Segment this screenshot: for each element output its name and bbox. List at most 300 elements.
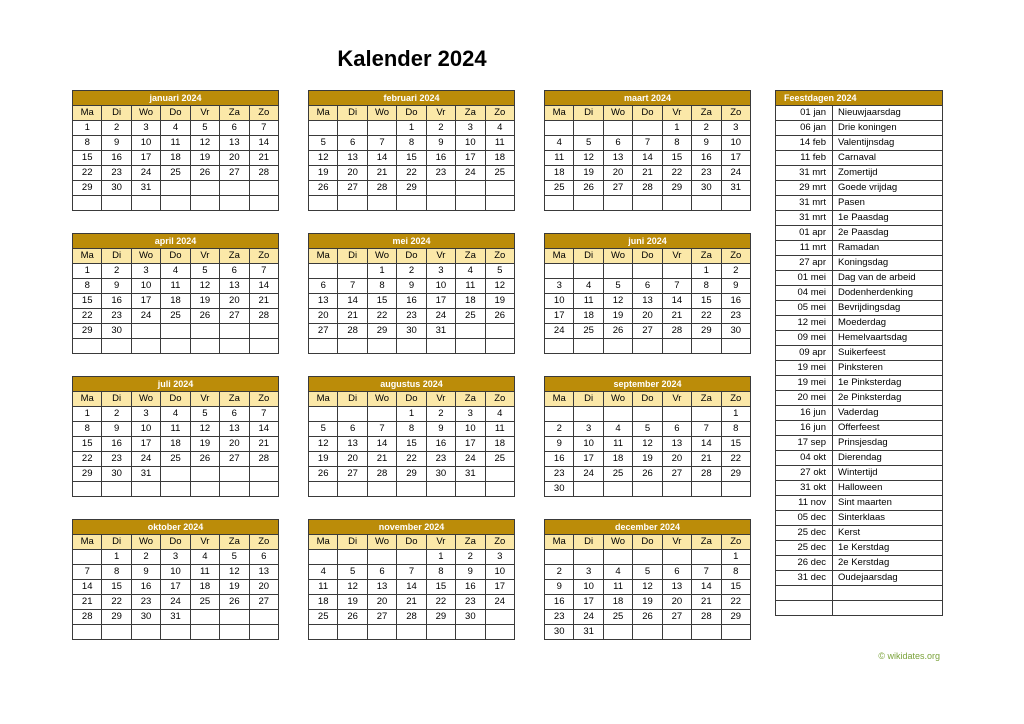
day-cell: 27 — [603, 181, 632, 196]
week-row — [309, 437, 515, 452]
month-title: november 2024 — [309, 520, 515, 535]
holiday-row — [776, 121, 943, 136]
day-cell: 13 — [220, 422, 249, 437]
week-row — [309, 452, 515, 467]
day-cell: 2 — [692, 121, 721, 136]
day-cell: 3 — [574, 565, 603, 580]
day-cell — [102, 196, 131, 211]
holiday-row — [776, 361, 943, 376]
day-cell: 7 — [367, 136, 396, 151]
weekday-header: Di — [338, 535, 367, 550]
holiday-date: 06 jan — [776, 121, 833, 136]
holiday-date: 14 feb — [776, 136, 833, 151]
day-cell: 16 — [721, 294, 750, 309]
day-cell — [102, 339, 131, 354]
day-cell — [161, 196, 190, 211]
holiday-name: 1e Kerstdag — [833, 541, 943, 556]
holiday-date: 04 okt — [776, 451, 833, 466]
day-cell: 27 — [367, 610, 396, 625]
day-cell: 22 — [426, 595, 455, 610]
day-cell: 18 — [190, 580, 219, 595]
day-cell — [721, 196, 750, 211]
day-cell: 3 — [131, 121, 160, 136]
day-cell — [603, 121, 632, 136]
month-table — [308, 519, 515, 640]
weekday-header: Wo — [367, 249, 396, 264]
day-cell — [603, 625, 632, 640]
week-row — [309, 482, 515, 497]
day-cell — [603, 196, 632, 211]
day-cell — [545, 196, 574, 211]
month-table — [544, 519, 751, 640]
day-cell: 26 — [190, 309, 219, 324]
month-table — [72, 376, 279, 497]
day-cell: 7 — [73, 565, 102, 580]
page-title: Kalender 2024 — [337, 46, 487, 71]
day-cell: 10 — [721, 136, 750, 151]
day-cell — [190, 196, 219, 211]
day-cell: 13 — [633, 294, 662, 309]
week-row — [545, 437, 751, 452]
day-cell: 28 — [692, 467, 721, 482]
day-cell — [309, 482, 338, 497]
day-cell: 18 — [603, 452, 632, 467]
day-cell: 25 — [603, 467, 632, 482]
day-cell: 4 — [309, 565, 338, 580]
holiday-name: Ramadan — [833, 241, 943, 256]
day-cell: 23 — [397, 309, 426, 324]
day-cell: 14 — [338, 294, 367, 309]
holiday-row — [776, 406, 943, 421]
day-cell — [545, 550, 574, 565]
day-cell — [426, 339, 455, 354]
day-cell: 19 — [633, 452, 662, 467]
day-cell: 31 — [161, 610, 190, 625]
month-table — [72, 90, 279, 211]
day-cell: 12 — [309, 151, 338, 166]
weekday-header: Do — [397, 392, 426, 407]
holiday-date: 05 mei — [776, 301, 833, 316]
month-calendar — [544, 233, 751, 354]
day-cell — [338, 625, 367, 640]
week-row — [545, 121, 751, 136]
day-cell: 25 — [603, 610, 632, 625]
day-cell: 21 — [338, 309, 367, 324]
day-cell: 15 — [692, 294, 721, 309]
copyright-footer[interactable]: © wikidates.org — [878, 651, 940, 661]
day-cell: 8 — [73, 422, 102, 437]
weekday-header: Vr — [190, 535, 219, 550]
day-cell — [309, 121, 338, 136]
day-cell: 2 — [545, 565, 574, 580]
holiday-name: 2e Pinksterdag — [833, 391, 943, 406]
day-cell: 17 — [456, 151, 485, 166]
week-row — [73, 550, 279, 565]
day-cell — [633, 625, 662, 640]
weekday-header: Do — [397, 249, 426, 264]
weekday-header: Ma — [309, 106, 338, 121]
day-cell: 2 — [131, 550, 160, 565]
day-cell — [397, 339, 426, 354]
day-cell: 13 — [367, 580, 396, 595]
day-cell — [662, 625, 691, 640]
day-cell: 23 — [102, 309, 131, 324]
day-cell — [662, 550, 691, 565]
day-cell: 12 — [633, 580, 662, 595]
week-row — [73, 166, 279, 181]
holiday-date: 25 dec — [776, 541, 833, 556]
day-cell — [220, 625, 249, 640]
day-cell: 21 — [249, 151, 278, 166]
day-cell — [131, 324, 160, 339]
week-row — [545, 452, 751, 467]
week-row — [545, 625, 751, 640]
day-cell: 16 — [545, 595, 574, 610]
month-table — [544, 376, 751, 497]
day-cell: 1 — [397, 121, 426, 136]
weekday-header: Do — [397, 535, 426, 550]
day-cell — [367, 121, 396, 136]
day-cell: 21 — [249, 294, 278, 309]
day-cell: 4 — [456, 264, 485, 279]
weekday-header: Do — [633, 392, 662, 407]
day-cell: 29 — [397, 467, 426, 482]
week-row — [73, 422, 279, 437]
weekday-header: Ma — [73, 535, 102, 550]
day-cell: 20 — [309, 309, 338, 324]
week-row — [545, 482, 751, 497]
day-cell: 7 — [249, 407, 278, 422]
holiday-date: 26 dec — [776, 556, 833, 571]
holiday-row — [776, 391, 943, 406]
day-cell: 19 — [190, 151, 219, 166]
day-cell — [249, 181, 278, 196]
day-cell: 26 — [633, 467, 662, 482]
weekday-header: Za — [220, 392, 249, 407]
weekday-header: Wo — [603, 535, 632, 550]
weekday-header: Do — [161, 392, 190, 407]
day-cell: 5 — [220, 550, 249, 565]
weekday-header: Di — [338, 106, 367, 121]
week-row — [309, 279, 515, 294]
day-cell: 28 — [367, 181, 396, 196]
day-cell: 20 — [338, 166, 367, 181]
day-cell: 17 — [456, 437, 485, 452]
day-cell: 4 — [603, 565, 632, 580]
day-cell: 18 — [456, 294, 485, 309]
day-cell: 12 — [190, 422, 219, 437]
day-cell: 4 — [161, 121, 190, 136]
day-cell — [397, 625, 426, 640]
day-cell: 3 — [131, 407, 160, 422]
weekday-header: Vr — [426, 392, 455, 407]
day-cell: 9 — [721, 279, 750, 294]
holiday-row — [776, 226, 943, 241]
weekday-header: Vr — [662, 535, 691, 550]
holiday-row — [776, 151, 943, 166]
day-cell: 11 — [309, 580, 338, 595]
day-cell: 20 — [220, 437, 249, 452]
week-row — [309, 580, 515, 595]
day-cell — [249, 339, 278, 354]
month-calendar — [544, 90, 751, 211]
day-cell: 10 — [574, 437, 603, 452]
day-cell: 11 — [603, 437, 632, 452]
day-cell: 3 — [131, 264, 160, 279]
day-cell — [309, 339, 338, 354]
holiday-name: Drie koningen — [833, 121, 943, 136]
holidays-panel — [775, 90, 942, 616]
day-cell: 24 — [131, 166, 160, 181]
day-cell: 31 — [426, 324, 455, 339]
holiday-row — [776, 196, 943, 211]
day-cell: 10 — [426, 279, 455, 294]
day-cell: 16 — [456, 580, 485, 595]
day-cell: 31 — [574, 625, 603, 640]
day-cell: 31 — [131, 467, 160, 482]
weekday-header: Zo — [249, 106, 278, 121]
day-cell: 28 — [633, 181, 662, 196]
day-cell: 17 — [131, 437, 160, 452]
holiday-name: Suikerfeest — [833, 346, 943, 361]
day-cell: 7 — [662, 279, 691, 294]
day-cell — [161, 625, 190, 640]
day-cell: 8 — [73, 136, 102, 151]
day-cell: 20 — [338, 452, 367, 467]
day-cell: 25 — [456, 309, 485, 324]
day-cell: 9 — [692, 136, 721, 151]
day-cell: 30 — [102, 467, 131, 482]
day-cell: 28 — [338, 324, 367, 339]
day-cell — [574, 121, 603, 136]
day-cell: 9 — [131, 565, 160, 580]
week-row — [73, 452, 279, 467]
day-cell: 16 — [102, 151, 131, 166]
month-title: januari 2024 — [73, 91, 279, 106]
day-cell: 4 — [190, 550, 219, 565]
holiday-name: Valentijnsdag — [833, 136, 943, 151]
day-cell: 3 — [456, 407, 485, 422]
day-cell: 24 — [456, 452, 485, 467]
week-row — [73, 121, 279, 136]
week-row — [309, 467, 515, 482]
day-cell: 9 — [102, 422, 131, 437]
day-cell: 11 — [456, 279, 485, 294]
day-cell — [338, 407, 367, 422]
day-cell: 24 — [131, 309, 160, 324]
month-table — [308, 376, 515, 497]
weekday-header: Do — [161, 535, 190, 550]
day-cell — [633, 339, 662, 354]
weekday-header: Di — [102, 106, 131, 121]
day-cell: 21 — [367, 166, 396, 181]
day-cell: 16 — [426, 437, 455, 452]
day-cell: 2 — [426, 407, 455, 422]
day-cell: 7 — [692, 565, 721, 580]
day-cell: 30 — [545, 625, 574, 640]
day-cell — [574, 482, 603, 497]
day-cell — [161, 181, 190, 196]
weekday-header: Di — [574, 249, 603, 264]
day-cell: 8 — [721, 422, 750, 437]
weekday-header: Do — [633, 106, 662, 121]
holiday-date: 19 mei — [776, 376, 833, 391]
day-cell: 28 — [662, 324, 691, 339]
holiday-date: 12 mei — [776, 316, 833, 331]
weekday-header: Vr — [426, 106, 455, 121]
day-cell: 19 — [190, 437, 219, 452]
day-cell: 5 — [485, 264, 514, 279]
weekday-header: Do — [397, 106, 426, 121]
day-cell: 27 — [338, 467, 367, 482]
day-cell: 31 — [456, 467, 485, 482]
day-cell: 29 — [662, 181, 691, 196]
day-cell: 8 — [721, 565, 750, 580]
day-cell — [662, 196, 691, 211]
day-cell: 8 — [73, 279, 102, 294]
day-cell: 11 — [603, 580, 632, 595]
day-cell: 21 — [367, 452, 396, 467]
day-cell: 1 — [73, 121, 102, 136]
day-cell: 17 — [131, 294, 160, 309]
day-cell: 12 — [633, 437, 662, 452]
day-cell: 9 — [456, 565, 485, 580]
day-cell: 21 — [397, 595, 426, 610]
day-cell: 15 — [73, 294, 102, 309]
day-cell: 6 — [367, 565, 396, 580]
day-cell — [309, 264, 338, 279]
day-cell: 2 — [102, 407, 131, 422]
weekday-header: Ma — [73, 392, 102, 407]
day-cell: 12 — [190, 279, 219, 294]
holiday-row — [776, 466, 943, 481]
day-cell: 5 — [309, 136, 338, 151]
day-cell — [662, 482, 691, 497]
weekday-header: Zo — [721, 249, 750, 264]
holiday-name: Wintertijd — [833, 466, 943, 481]
week-row — [545, 324, 751, 339]
day-cell — [131, 196, 160, 211]
week-row — [309, 339, 515, 354]
week-row — [73, 482, 279, 497]
day-cell: 12 — [603, 294, 632, 309]
day-cell — [161, 324, 190, 339]
month-title: september 2024 — [545, 377, 751, 392]
day-cell: 6 — [309, 279, 338, 294]
holiday-name: Prinsjesdag — [833, 436, 943, 451]
day-cell — [426, 625, 455, 640]
day-cell: 24 — [721, 166, 750, 181]
day-cell: 19 — [633, 595, 662, 610]
day-cell — [662, 264, 691, 279]
day-cell — [633, 121, 662, 136]
day-cell: 17 — [721, 151, 750, 166]
day-cell — [220, 196, 249, 211]
day-cell: 28 — [73, 610, 102, 625]
day-cell: 24 — [485, 595, 514, 610]
day-cell: 29 — [721, 467, 750, 482]
day-cell: 18 — [161, 437, 190, 452]
day-cell — [309, 625, 338, 640]
weekday-header: Vr — [190, 249, 219, 264]
day-cell — [574, 196, 603, 211]
day-cell: 23 — [426, 166, 455, 181]
day-cell — [190, 181, 219, 196]
day-cell: 6 — [338, 136, 367, 151]
holiday-date: 27 okt — [776, 466, 833, 481]
day-cell: 23 — [426, 452, 455, 467]
day-cell: 9 — [545, 580, 574, 595]
day-cell — [426, 181, 455, 196]
day-cell — [190, 482, 219, 497]
day-cell: 14 — [367, 151, 396, 166]
day-cell — [309, 407, 338, 422]
day-cell: 5 — [633, 565, 662, 580]
holiday-name: 1e Paasdag — [833, 211, 943, 226]
week-row — [73, 437, 279, 452]
day-cell: 10 — [485, 565, 514, 580]
day-cell: 3 — [485, 550, 514, 565]
holiday-date: 25 dec — [776, 526, 833, 541]
day-cell: 11 — [161, 422, 190, 437]
day-cell — [545, 121, 574, 136]
day-cell: 25 — [161, 309, 190, 324]
day-cell — [485, 181, 514, 196]
day-cell — [190, 339, 219, 354]
day-cell — [338, 482, 367, 497]
day-cell: 15 — [662, 151, 691, 166]
weekday-header: Ma — [545, 106, 574, 121]
day-cell: 18 — [545, 166, 574, 181]
month-table — [72, 519, 279, 640]
day-cell: 24 — [574, 467, 603, 482]
weekday-header: Vr — [190, 106, 219, 121]
holiday-row — [776, 271, 943, 286]
day-cell: 21 — [662, 309, 691, 324]
day-cell: 30 — [721, 324, 750, 339]
day-cell: 3 — [721, 121, 750, 136]
weekday-header: Vr — [426, 249, 455, 264]
day-cell: 11 — [574, 294, 603, 309]
weekday-header: Wo — [367, 392, 396, 407]
holiday-row — [776, 376, 943, 391]
day-cell: 3 — [574, 422, 603, 437]
day-cell: 9 — [102, 136, 131, 151]
day-cell: 27 — [662, 610, 691, 625]
holiday-date: 31 mrt — [776, 166, 833, 181]
day-cell — [456, 482, 485, 497]
day-cell — [367, 407, 396, 422]
holiday-date: 11 nov — [776, 496, 833, 511]
day-cell: 17 — [485, 580, 514, 595]
month-table — [544, 233, 751, 354]
day-cell: 9 — [397, 279, 426, 294]
week-row — [545, 166, 751, 181]
day-cell: 20 — [367, 595, 396, 610]
week-row — [545, 407, 751, 422]
day-cell: 22 — [397, 452, 426, 467]
day-cell: 17 — [574, 452, 603, 467]
holiday-row — [776, 166, 943, 181]
day-cell: 29 — [102, 610, 131, 625]
day-cell — [603, 264, 632, 279]
holiday-date: 09 mei — [776, 331, 833, 346]
month-calendar — [308, 233, 515, 354]
day-cell: 6 — [249, 550, 278, 565]
day-cell: 17 — [131, 151, 160, 166]
day-cell: 2 — [397, 264, 426, 279]
day-cell: 16 — [102, 437, 131, 452]
